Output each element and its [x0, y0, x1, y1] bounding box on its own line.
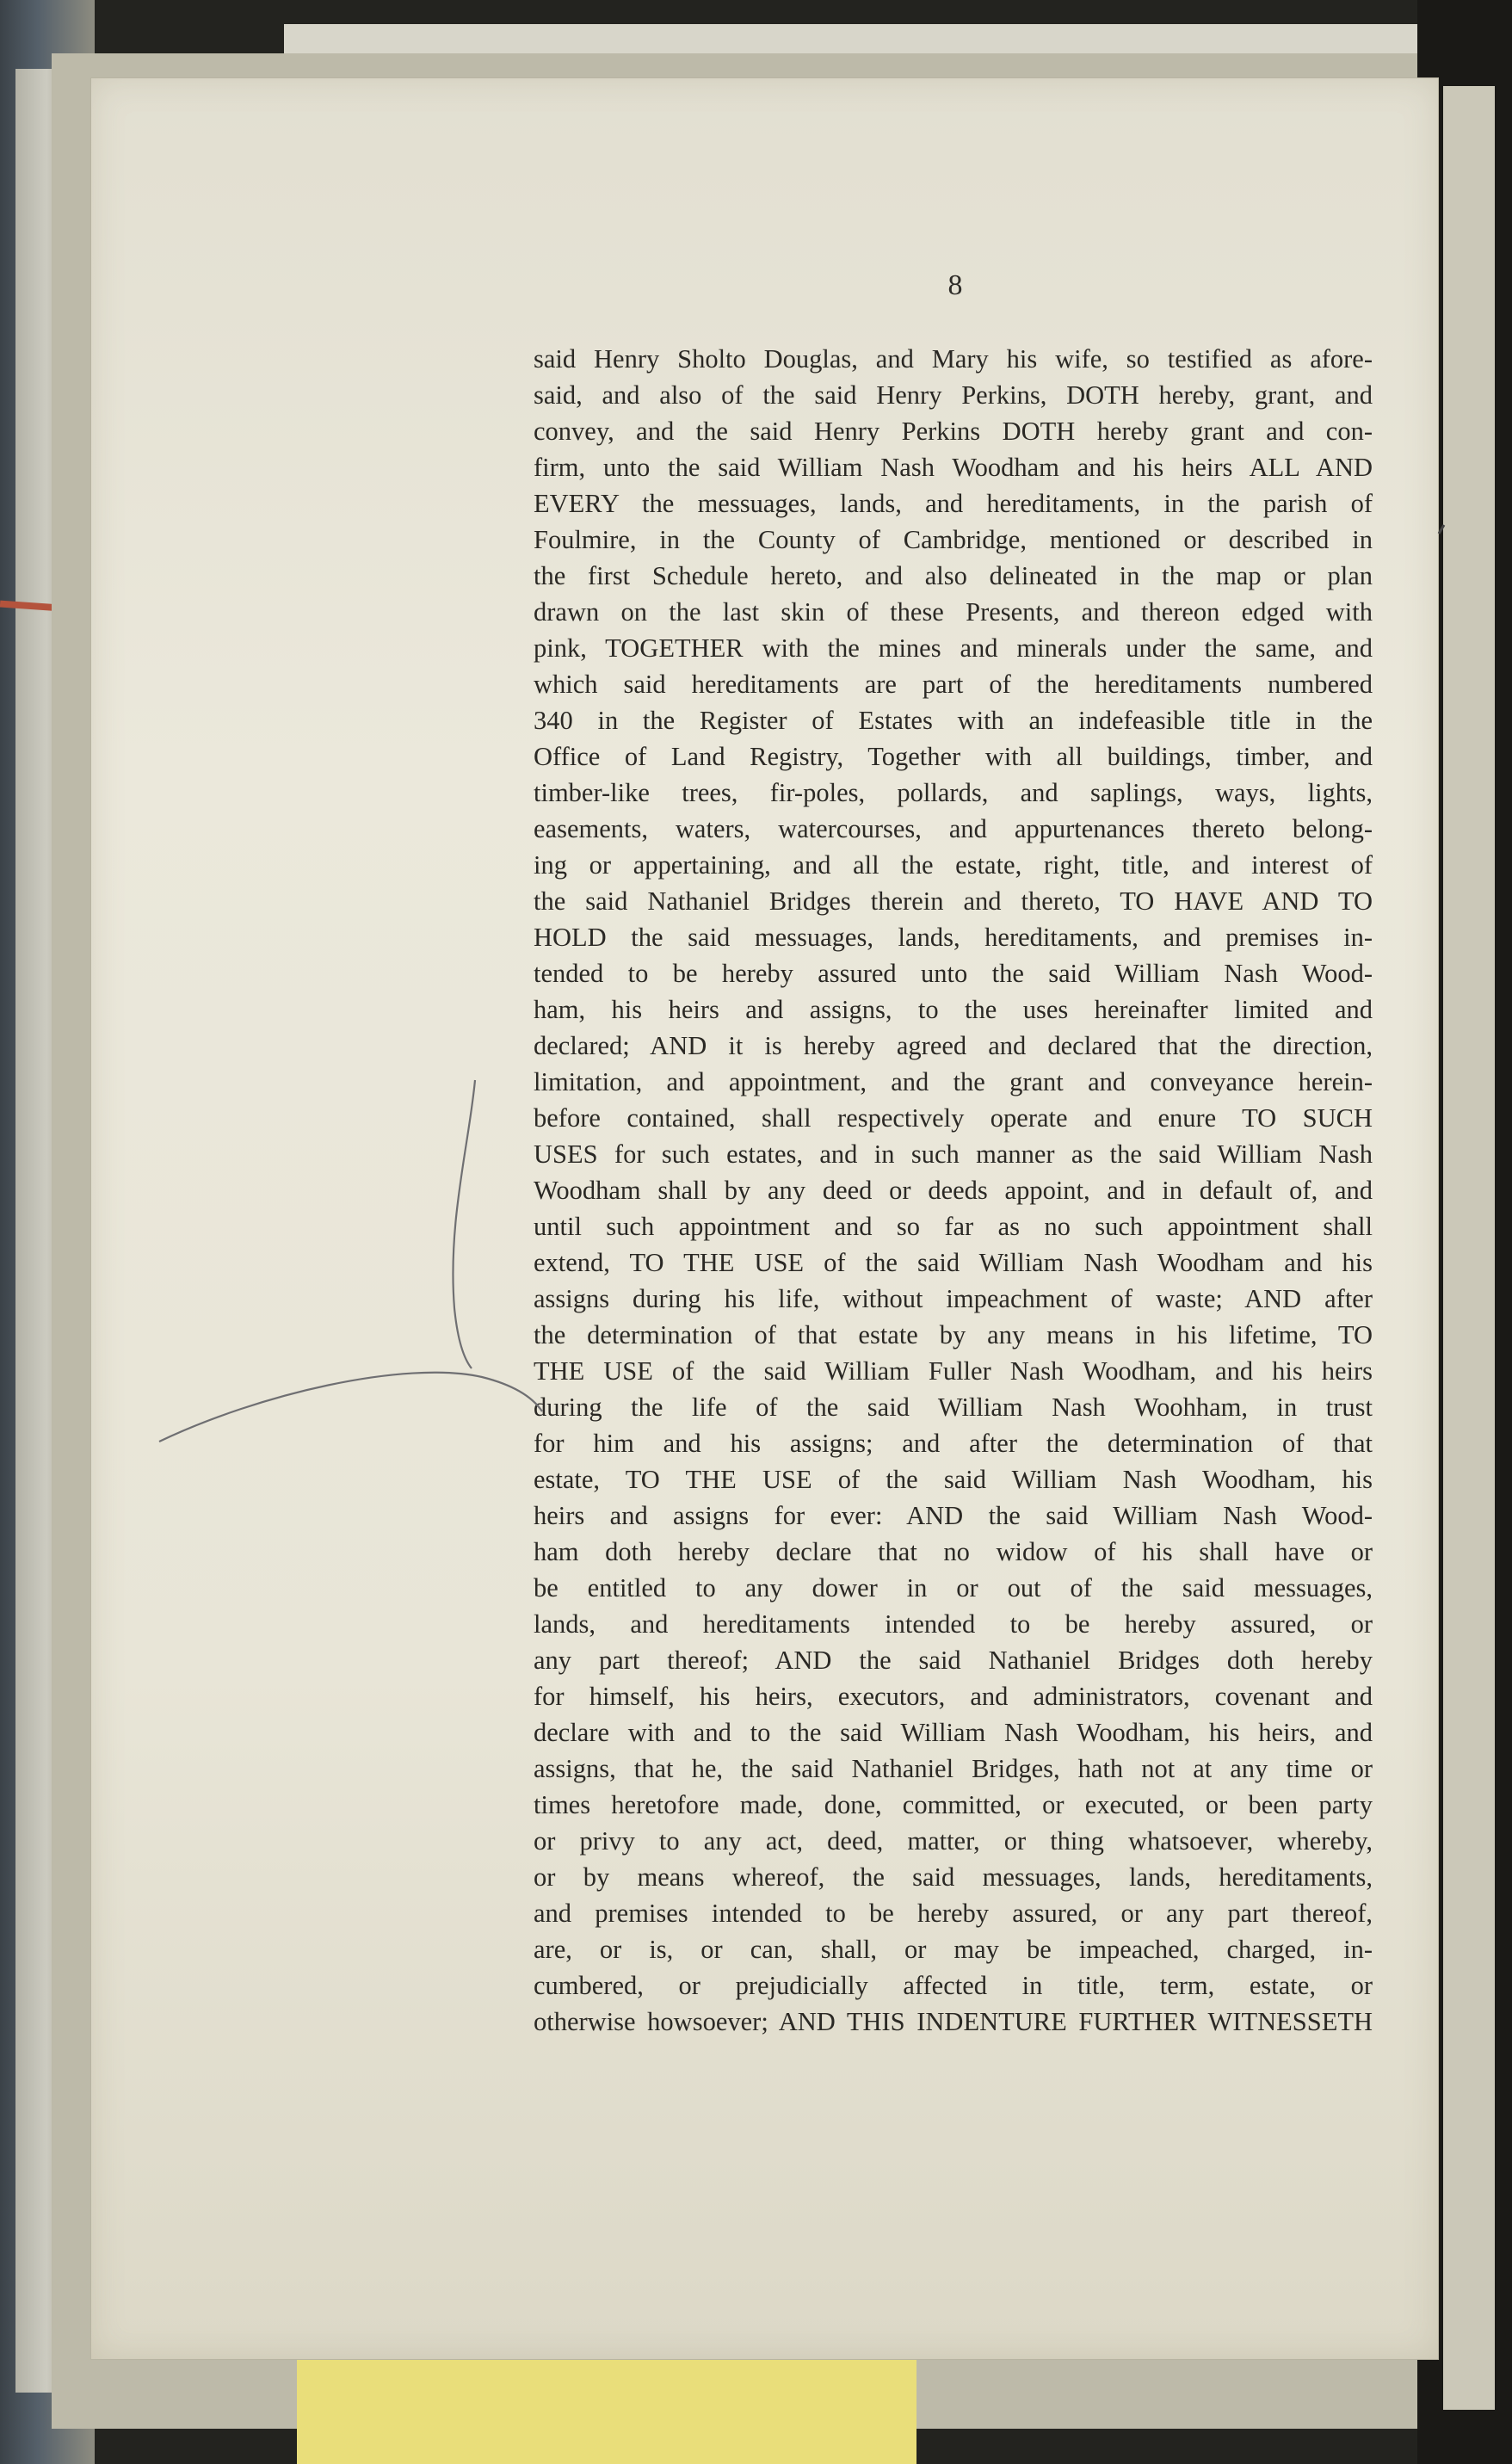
text-line: before contained, shall respectively operate and enure TO SUCH — [534, 1103, 1373, 1133]
text-line: timber-like trees, fir-poles, pollards, and saplings, ways, lights, — [534, 778, 1373, 807]
text-line: THE USE of the said William Fuller Nash Woodham, and his heirs — [534, 1356, 1373, 1386]
text-line: declared; AND it is hereby agreed and declared that the direction, — [534, 1031, 1373, 1060]
text-line: times heretofore made, done, committed, or executed, or been party — [534, 1790, 1373, 1819]
text-line: assigns during his life, without impeachment of waste; AND after — [534, 1284, 1373, 1313]
page-number: 8 — [947, 269, 963, 301]
text-line: drawn on the last skin of these Presents, and thereon edged with — [534, 597, 1373, 627]
text-line: assigns, that he, the said Nathaniel Bridges, hath not at any time or — [534, 1754, 1373, 1783]
text-line: tended to be hereby assured unto the said William Nash Wood- — [534, 959, 1373, 988]
text-line: the first Schedule hereto, and also delineated in the map or plan — [534, 561, 1373, 590]
text-line: pink, TOGETHER with the mines and minerals under the same, and — [534, 633, 1373, 663]
text-line: ham doth hereby declare that no widow of his shall have or — [534, 1537, 1373, 1566]
text-line: or by means whereof, the said messuages, lands, hereditaments, — [534, 1862, 1373, 1892]
text-line: cumbered, or prejudicially affected in title, term, estate, or — [534, 1971, 1373, 2000]
text-line: Woodham shall by any deed or deeds appoint, and in default of, and — [534, 1176, 1373, 1205]
text-line: extend, TO THE USE of the said William Nash Woodham and his — [534, 1248, 1373, 1277]
text-line: are, or is, or can, shall, or may be impeached, charged, in- — [534, 1935, 1373, 1964]
text-line: for himself, his heirs, executors, and administrators, covenant and — [534, 1682, 1373, 1711]
text-line: lands, and hereditaments intended to be hereby assured, or — [534, 1609, 1373, 1639]
text-line: any part thereof; AND the said Nathaniel Bridges doth hereby — [534, 1646, 1373, 1675]
text-line: EVERY the messuages, lands, and hereditaments, in the parish of — [534, 489, 1373, 518]
text-line: ham, his heirs and assigns, to the uses hereinafter limited and — [534, 995, 1373, 1024]
text-line: firm, unto the said William Nash Woodham and his heirs ALL AND — [534, 453, 1373, 482]
text-line: said, and also of the said Henry Perkins, DOTH hereby, grant, and — [534, 380, 1373, 410]
text-line: convey, and the said Henry Perkins DOTH hereby grant and con- — [534, 417, 1373, 446]
text-line: limitation, and appointment, and the grant and conveyance herein- — [534, 1067, 1373, 1096]
text-line: otherwise howsoever; AND THIS INDENTURE FURTHER WITNESSETH — [534, 2007, 1373, 2036]
text-line: the said Nathaniel Bridges therein and thereto, TO HAVE AND TO — [534, 886, 1373, 916]
text-line: said Henry Sholto Douglas, and Mary his wife, so testified as afore- — [534, 344, 1373, 374]
text-line: estate, TO THE USE of the said William Nash Woodham, his — [534, 1465, 1373, 1494]
body-text — [534, 341, 1373, 2040]
text-line: for him and his assigns; and after the determination of that — [534, 1429, 1373, 1458]
text-line: easements, waters, watercourses, and appurtenances thereto belong- — [534, 814, 1373, 843]
text-line: HOLD the said messuages, lands, hereditaments, and premises in- — [534, 923, 1373, 952]
text-line: the determination of that estate by any means in his lifetime, TO — [534, 1320, 1373, 1349]
text-line: until such appointment and so far as no such appointment shall — [534, 1212, 1373, 1241]
text-line: during the life of the said William Nash Woohham, in trust — [534, 1393, 1373, 1422]
text-line: be entitled to any dower in or out of the said messuages, — [534, 1573, 1373, 1603]
text-line: declare with and to the said William Nash Woodham, his heirs, and — [534, 1718, 1373, 1747]
text-line: ing or appertaining, and all the estate, right, title, and interest of — [534, 850, 1373, 880]
text-line: which said hereditaments are part of the hereditaments numbered — [534, 670, 1373, 699]
text-line: USES for such estates, and in such manner as the said William Nash — [534, 1139, 1373, 1169]
text-line: Foulmire, in the County of Cambridge, mentioned or described in — [534, 525, 1373, 554]
yellow-tab — [297, 2358, 916, 2464]
text-line: and premises intended to be hereby assured, or any part thereof, — [534, 1899, 1373, 1928]
text-line: 340 in the Register of Estates with an indefeasible title in the — [534, 706, 1373, 735]
text-line: or privy to any act, deed, matter, or thing whatsoever, whereby, — [534, 1826, 1373, 1856]
text-line: heirs and assigns for ever: AND the said William Nash Wood- — [534, 1501, 1373, 1530]
right-sheet-edge — [1443, 86, 1495, 2410]
text-line: Office of Land Registry, Together with all buildings, timber, and — [534, 742, 1373, 771]
